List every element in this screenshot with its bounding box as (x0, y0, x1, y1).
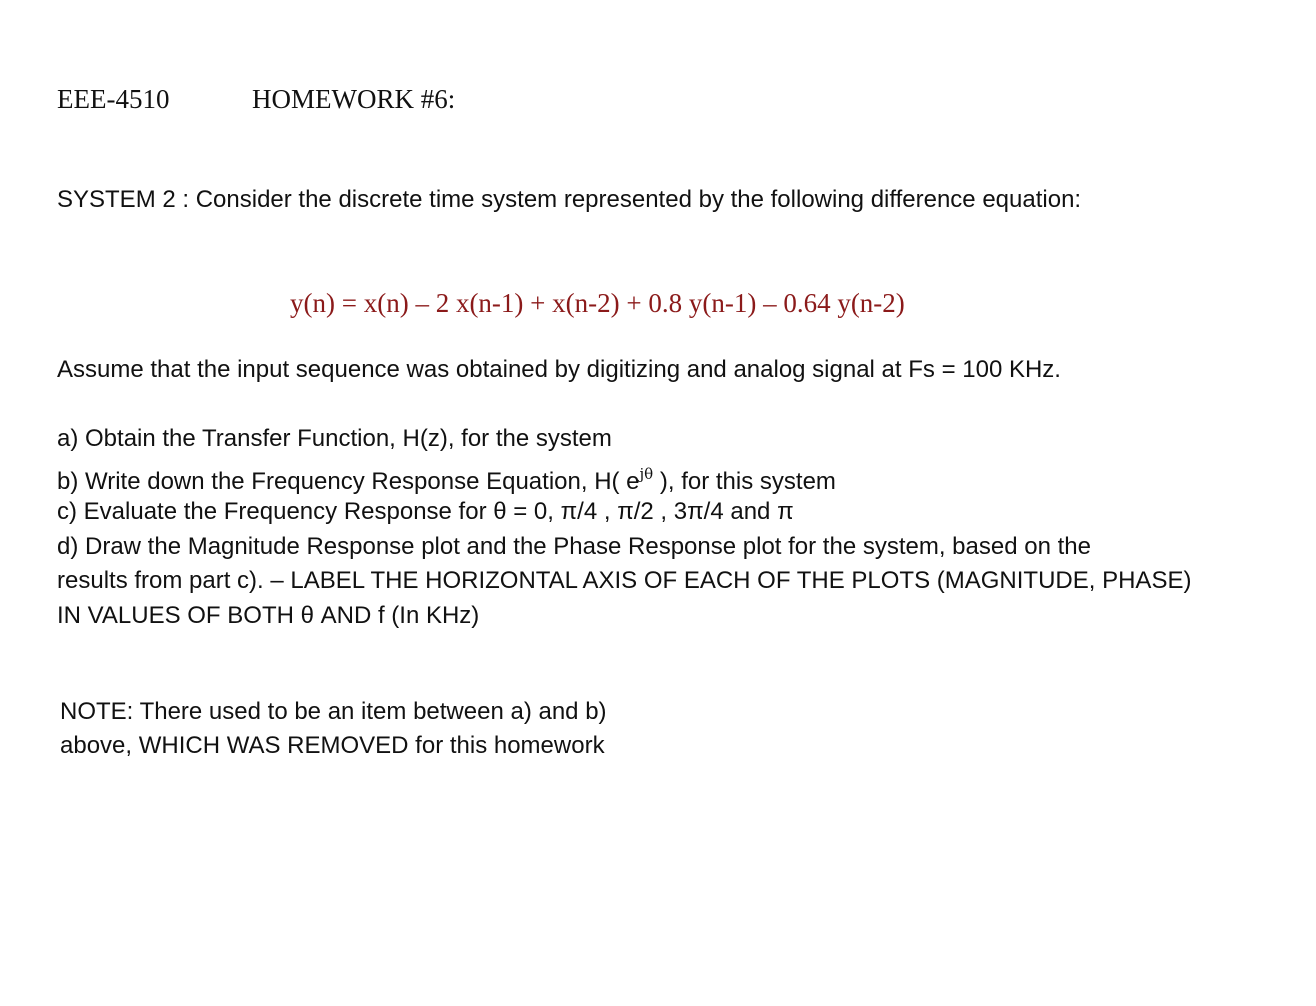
question-d-line-3: IN VALUES OF BOTH θ AND f (In KHz) (57, 602, 480, 629)
difference-equation: y(n) = x(n) – 2 x(n-1) + x(n-2) + 0.8 y(n-1) – 0.64 y(n-2) (290, 288, 905, 318)
question-d-line-1: d) Draw the Magnitude Response plot and the Phase Response plot for the system, based on the (57, 533, 1091, 560)
question-b-text-end: ), for this system (653, 468, 836, 495)
question-b (57, 465, 836, 496)
sampling-assumption: Assume that the input sequence was obtained by digitizing and analog signal at Fs = 100 KHz. (57, 356, 1061, 383)
question-d-line-2: results from part c). – LABEL THE HORIZONTAL AXIS OF EACH OF THE PLOTS (MAGNITUDE, PHASE) (57, 567, 1192, 594)
question-b-exponent: jθ (639, 465, 654, 483)
question-a: a) Obtain the Transfer Function, H(z), for the system (57, 425, 612, 452)
note-line-1: NOTE: There used to be an item between a) and b) (60, 698, 607, 725)
homework-title: HOMEWORK #6: (252, 84, 456, 114)
question-b-text-start: b) Write down the Frequency Response Equation, H( e (57, 468, 640, 495)
course-code: EEE-4510 (57, 84, 170, 114)
note-line-2: above, WHICH WAS REMOVED for this homework (60, 732, 605, 759)
system-statement: SYSTEM 2 : Consider the discrete time system represented by the following difference equation: (57, 186, 1082, 213)
question-c: c) Evaluate the Frequency Response for θ = 0, π/4 , π/2 , 3π/4 and π (57, 498, 794, 525)
